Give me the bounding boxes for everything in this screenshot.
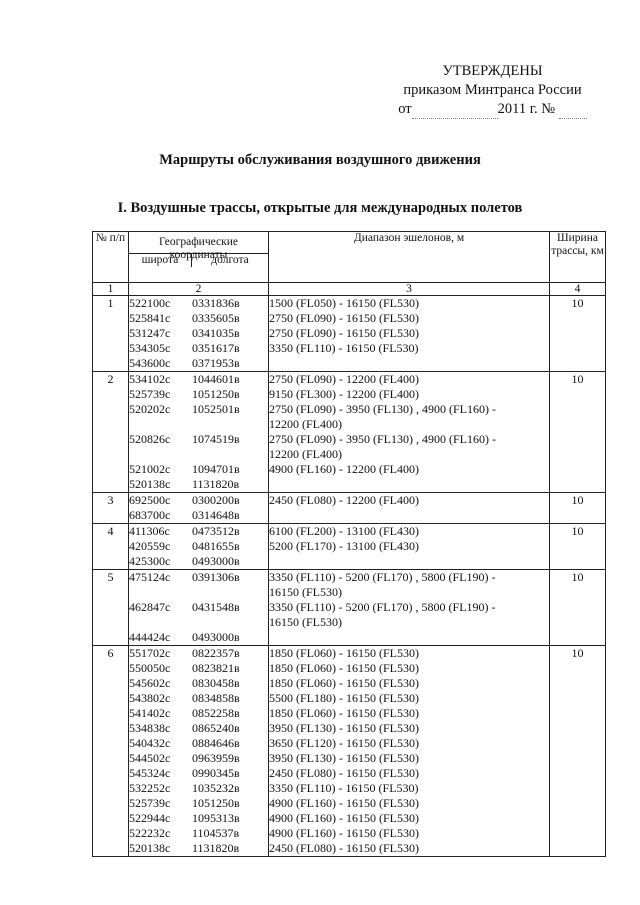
header-num: № п/п — [93, 232, 129, 283]
coordinate-line — [129, 372, 268, 387]
coordinate-line — [129, 296, 268, 311]
latitude: 520138с — [129, 841, 171, 855]
coordinate-line — [129, 554, 268, 569]
level-range — [269, 508, 549, 523]
level-range: 3650 (FL120) - 16150 (FL530) — [269, 736, 419, 750]
latitude: 545324с — [129, 766, 171, 780]
coordinate-line — [129, 691, 268, 706]
coordinate-line — [129, 508, 268, 523]
longitude: 1131820в — [192, 841, 240, 855]
longitude: 0481655в — [192, 539, 240, 553]
header-width: Ширина трассы, км — [550, 232, 606, 283]
latitude: 534102с — [129, 372, 171, 386]
level-range: 6100 (FL200) - 13100 (FL430) — [269, 524, 419, 538]
longitude: 1074519в — [192, 432, 240, 446]
coordinate-line — [129, 356, 268, 371]
route-coordinates — [129, 570, 269, 646]
level-range-continuation: 16150 (FL530) — [269, 615, 342, 629]
level-range: 5200 (FL170) - 13100 (FL430) — [269, 539, 419, 553]
level-range: 4900 (FL160) - 16150 (FL530) — [269, 826, 419, 840]
level-range: 5500 (FL180) - 16150 (FL530) — [269, 691, 419, 705]
latitude: 420559с — [129, 539, 171, 553]
header-geo — [129, 232, 269, 283]
col-number-3: 3 — [269, 283, 550, 296]
header-levels: Диапазон эшелонов, м — [269, 232, 550, 283]
section-title: I. Воздушные трассы, открытые для международных полетов — [117, 200, 523, 216]
coordinate-line — [129, 477, 268, 492]
longitude: 0493000в — [192, 630, 240, 644]
route-coordinates — [129, 493, 269, 524]
level-range: 3350 (FL110) - 5200 (FL170) , 5800 (FL190) - — [269, 600, 496, 614]
route-levels — [269, 646, 550, 857]
approval-order-line: приказом Минтранса России — [403, 82, 582, 98]
coordinate-line — [129, 524, 268, 539]
longitude: 0493000в — [192, 554, 240, 568]
longitude: 1131820в — [192, 477, 240, 491]
coordinate-line — [129, 462, 268, 477]
coordinate-line — [129, 781, 268, 796]
coordinate-line — [129, 841, 268, 856]
latitude: 520826с — [129, 432, 171, 446]
longitude: 0830458в — [192, 676, 240, 690]
coordinate-spacer — [129, 447, 268, 462]
longitude: 1044601в — [192, 372, 240, 386]
level-range — [269, 356, 549, 371]
approval-block — [385, 62, 600, 119]
coordinate-line — [129, 736, 268, 751]
longitude: 0335605в — [192, 311, 240, 325]
latitude: 543600с — [129, 356, 171, 370]
level-range-continuation: 12200 (FL400) — [269, 447, 342, 461]
route-width: 10 — [550, 296, 606, 372]
number-blank — [559, 104, 587, 119]
coordinate-line — [129, 630, 268, 645]
route-width: 10 — [550, 570, 606, 646]
level-range: 1500 (FL050) - 16150 (FL530) — [269, 296, 419, 310]
latitude: 545602с — [129, 676, 171, 690]
route-number: 2 — [93, 372, 129, 493]
longitude: 1051250в — [192, 796, 240, 810]
coordinate-line — [129, 796, 268, 811]
coordinate-spacer — [129, 417, 268, 432]
level-range: 2450 (FL080) - 16150 (FL530) — [269, 841, 419, 855]
coordinate-line — [129, 341, 268, 356]
longitude: 1035232в — [192, 781, 240, 795]
route-coordinates — [129, 646, 269, 857]
route-width: 10 — [550, 646, 606, 857]
coordinate-line — [129, 432, 268, 447]
table-row — [93, 646, 606, 857]
longitude: 0865240в — [192, 721, 240, 735]
route-levels — [269, 372, 550, 493]
latitude: 475124с — [129, 570, 171, 584]
latitude: 534305с — [129, 341, 171, 355]
route-coordinates — [129, 372, 269, 493]
longitude: 0331836в — [192, 296, 240, 310]
coordinate-line — [129, 751, 268, 766]
level-range: 2750 (FL090) - 3950 (FL130) , 4900 (FL160) - — [269, 402, 496, 416]
level-range: 4900 (FL160) - 12200 (FL400) — [269, 462, 419, 476]
coordinate-line — [129, 311, 268, 326]
header-lon: долгота — [211, 254, 249, 266]
latitude: 534838с — [129, 721, 171, 735]
level-range: 1850 (FL060) - 16150 (FL530) — [269, 676, 419, 690]
level-range: 2750 (FL090) - 12200 (FL400) — [269, 372, 419, 386]
date-blank — [412, 104, 498, 119]
table-row — [93, 296, 606, 372]
latitude: 525739с — [129, 796, 171, 810]
level-range-continuation: 16150 (FL530) — [269, 585, 342, 599]
level-range: 2750 (FL090) - 16150 (FL530) — [269, 326, 419, 340]
level-range: 3350 (FL110) - 16150 (FL530) — [269, 341, 419, 355]
latitude: 520202с — [129, 402, 171, 416]
longitude: 0341035в — [192, 326, 240, 340]
level-range: 1850 (FL060) - 16150 (FL530) — [269, 706, 419, 720]
level-range: 9150 (FL300) - 12200 (FL400) — [269, 387, 419, 401]
coordinate-line — [129, 539, 268, 554]
level-range: 1850 (FL060) - 16150 (FL530) — [269, 646, 419, 660]
latitude: 544502с — [129, 751, 171, 765]
longitude: 0823821в — [192, 661, 240, 675]
level-range: 2750 (FL090) - 3950 (FL130) , 4900 (FL160) - — [269, 432, 496, 446]
longitude: 0834858в — [192, 691, 240, 705]
longitude: 1052501в — [192, 402, 240, 416]
longitude: 0884646в — [192, 736, 240, 750]
level-range: 2750 (FL090) - 16150 (FL530) — [269, 311, 419, 325]
coordinate-line — [129, 766, 268, 781]
longitude: 0371953в — [192, 356, 240, 370]
col-number-4: 4 — [550, 283, 606, 296]
latitude: 692500с — [129, 493, 171, 507]
header-lat: широта — [129, 254, 192, 267]
longitude: 0300200в — [192, 493, 240, 507]
document-heading: Маршруты обслуживания воздушного движения — [159, 152, 481, 168]
longitude: 0314648в — [192, 508, 240, 522]
longitude: 1095313в — [192, 811, 240, 825]
approval-date-line — [385, 100, 600, 119]
col-number-2: 2 — [129, 283, 269, 296]
coordinate-spacer — [129, 615, 268, 630]
coordinate-line — [129, 600, 268, 615]
level-range — [269, 554, 549, 569]
coordinate-line — [129, 706, 268, 721]
route-width: 10 — [550, 524, 606, 570]
coordinate-line — [129, 402, 268, 417]
level-range: 2450 (FL080) - 12200 (FL400) — [269, 493, 419, 507]
route-number: 3 — [93, 493, 129, 524]
coordinate-line — [129, 570, 268, 585]
longitude: 0351617в — [192, 341, 240, 355]
coordinate-line — [129, 811, 268, 826]
table-row — [93, 570, 606, 646]
coordinate-line — [129, 326, 268, 341]
latitude: 540432с — [129, 736, 171, 750]
longitude: 1051250в — [192, 387, 240, 401]
level-range: 3950 (FL130) - 16150 (FL530) — [269, 721, 419, 735]
route-width: 10 — [550, 372, 606, 493]
latitude: 520138с — [129, 477, 171, 491]
route-levels — [269, 493, 550, 524]
level-range: 3350 (FL110) - 5200 (FL170) , 5800 (FL190) - — [269, 570, 496, 584]
latitude: 532252с — [129, 781, 171, 795]
level-range-continuation: 12200 (FL400) — [269, 417, 342, 431]
route-coordinates — [129, 524, 269, 570]
table-row — [93, 524, 606, 570]
level-range: 1850 (FL060) - 16150 (FL530) — [269, 661, 419, 675]
coordinate-spacer — [129, 585, 268, 600]
route-levels — [269, 296, 550, 372]
latitude: 551702с — [129, 646, 171, 660]
coordinate-line — [129, 646, 268, 661]
level-range: 4900 (FL160) - 16150 (FL530) — [269, 811, 419, 825]
longitude: 0431548в — [192, 600, 240, 614]
latitude: 522944с — [129, 811, 171, 825]
coordinate-line — [129, 826, 268, 841]
latitude: 411306с — [129, 524, 170, 538]
latitude: 444424с — [129, 630, 171, 644]
route-number: 6 — [93, 646, 129, 857]
longitude: 0391306в — [192, 570, 240, 584]
level-range — [269, 477, 549, 492]
latitude: 531247с — [129, 326, 171, 340]
longitude: 0852258в — [192, 706, 240, 720]
coordinate-line — [129, 661, 268, 676]
route-number: 4 — [93, 524, 129, 570]
latitude: 521002с — [129, 462, 171, 476]
table-row — [93, 372, 606, 493]
table-row — [93, 493, 606, 524]
route-coordinates — [129, 296, 269, 372]
latitude: 543802с — [129, 691, 171, 705]
approval-title: УТВЕРЖДЕНЫ — [442, 63, 543, 79]
longitude: 0822357в — [192, 646, 240, 660]
longitude: 0963959в — [192, 751, 240, 765]
latitude: 522232с — [129, 826, 171, 840]
latitude: 522100с — [129, 296, 171, 310]
latitude: 683700с — [129, 508, 171, 522]
route-levels — [269, 570, 550, 646]
longitude: 0473512в — [192, 524, 240, 538]
col-number-1: 1 — [93, 283, 129, 296]
longitude: 1094701в — [192, 462, 240, 476]
route-levels — [269, 524, 550, 570]
level-range — [269, 630, 549, 645]
coordinate-line — [129, 676, 268, 691]
level-range: 4900 (FL160) - 16150 (FL530) — [269, 796, 419, 810]
latitude: 525739с — [129, 387, 171, 401]
date-prefix: от — [398, 101, 412, 117]
coordinate-line — [129, 721, 268, 736]
latitude: 541402с — [129, 706, 171, 720]
latitude: 425300с — [129, 554, 171, 568]
latitude: 525841с — [129, 311, 171, 325]
level-range: 3950 (FL130) - 16150 (FL530) — [269, 751, 419, 765]
year-text: 2011 г. № — [497, 101, 556, 117]
longitude: 1104537в — [192, 826, 240, 840]
header-geo-title: Географические координаты — [129, 232, 268, 254]
routes-table — [92, 231, 606, 857]
route-number: 1 — [93, 296, 129, 372]
route-width: 10 — [550, 493, 606, 524]
latitude: 462847с — [129, 600, 171, 614]
route-number: 5 — [93, 570, 129, 646]
latitude: 550050с — [129, 661, 171, 675]
coordinate-line — [129, 493, 268, 508]
coordinate-line — [129, 387, 268, 402]
level-range: 3350 (FL110) - 16150 (FL530) — [269, 781, 419, 795]
longitude: 0990345в — [192, 766, 240, 780]
level-range: 2450 (FL080) - 16150 (FL530) — [269, 766, 419, 780]
